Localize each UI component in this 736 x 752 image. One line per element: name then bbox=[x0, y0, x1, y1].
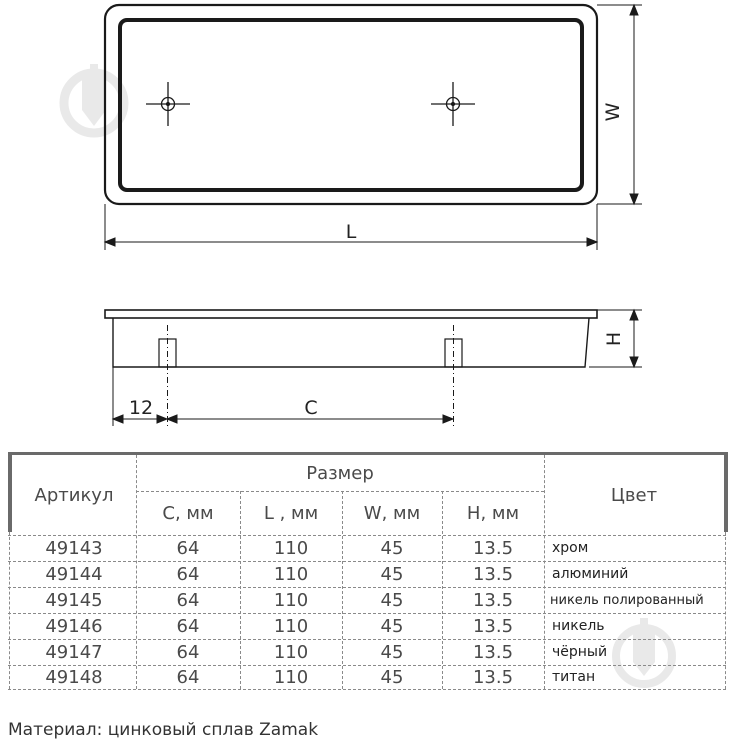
row-3-color: никель полированный bbox=[550, 592, 704, 608]
header-h: H, мм bbox=[466, 502, 520, 524]
label-w: W bbox=[602, 102, 624, 122]
spec-table bbox=[8, 452, 728, 692]
label-c: C bbox=[304, 397, 318, 419]
row-4-c: 64 bbox=[176, 615, 200, 637]
row-4-article: 49146 bbox=[45, 615, 103, 637]
header-size: Размер bbox=[306, 462, 374, 484]
label-offset: 12 bbox=[128, 397, 154, 419]
row-6-l: 110 bbox=[273, 666, 309, 688]
top-view bbox=[105, 5, 642, 250]
row-4-h: 13.5 bbox=[472, 615, 514, 637]
row-5-h: 13.5 bbox=[472, 641, 514, 663]
row-1-c: 64 bbox=[176, 537, 200, 559]
label-h: H bbox=[603, 331, 625, 347]
header-color: Цвет bbox=[610, 484, 658, 506]
row-5-article: 49147 bbox=[45, 641, 103, 663]
label-l: L bbox=[345, 221, 357, 243]
row-2-h: 13.5 bbox=[472, 563, 514, 585]
row-6-c: 64 bbox=[176, 666, 200, 688]
mounting-hole-left bbox=[146, 82, 190, 126]
row-5-w: 45 bbox=[380, 641, 404, 663]
row-2-w: 45 bbox=[380, 563, 404, 585]
mounting-hole-right bbox=[431, 82, 475, 126]
header-w: W, мм bbox=[363, 502, 421, 524]
row-6-color: титан bbox=[552, 669, 596, 685]
side-flange bbox=[105, 310, 597, 318]
row-3-h: 13.5 bbox=[472, 589, 514, 611]
row-3-article: 49145 bbox=[45, 589, 103, 611]
row-4-color: никель bbox=[552, 618, 605, 634]
side-body bbox=[113, 318, 589, 367]
row-4-l: 110 bbox=[273, 615, 309, 637]
grid-line bbox=[136, 491, 544, 492]
row-3-l: 110 bbox=[273, 589, 309, 611]
row-2-color: алюминий bbox=[552, 566, 629, 582]
row-5-l: 110 bbox=[273, 641, 309, 663]
hanger-watermark-icon bbox=[604, 612, 684, 692]
row-3-w: 45 bbox=[380, 589, 404, 611]
row-1-w: 45 bbox=[380, 537, 404, 559]
row-2-l: 110 bbox=[273, 563, 309, 585]
row-1-h: 13.5 bbox=[472, 537, 514, 559]
header-c: C, мм bbox=[162, 502, 214, 524]
row-6-article: 49148 bbox=[45, 666, 103, 688]
row-4-w: 45 bbox=[380, 615, 404, 637]
row-6-h: 13.5 bbox=[472, 666, 514, 688]
row-6-w: 45 bbox=[380, 666, 404, 688]
row-3-c: 64 bbox=[176, 589, 200, 611]
inner-frame bbox=[120, 20, 582, 190]
row-2-article: 49144 bbox=[45, 563, 103, 585]
header-l: L , мм bbox=[263, 502, 319, 524]
table-right-border bbox=[724, 452, 728, 532]
material-note: Материал: цинковый сплав Zamak bbox=[8, 720, 319, 740]
row-5-c: 64 bbox=[176, 641, 200, 663]
row-1-article: 49143 bbox=[45, 537, 103, 559]
row-5-color: чёрный bbox=[552, 644, 608, 660]
row-1-l: 110 bbox=[273, 537, 309, 559]
side-view bbox=[105, 310, 642, 426]
header-article: Артикул bbox=[34, 484, 114, 506]
row-2-c: 64 bbox=[176, 563, 200, 585]
hanger-watermark-icon bbox=[64, 64, 124, 133]
row-1-color: хром bbox=[552, 540, 589, 556]
